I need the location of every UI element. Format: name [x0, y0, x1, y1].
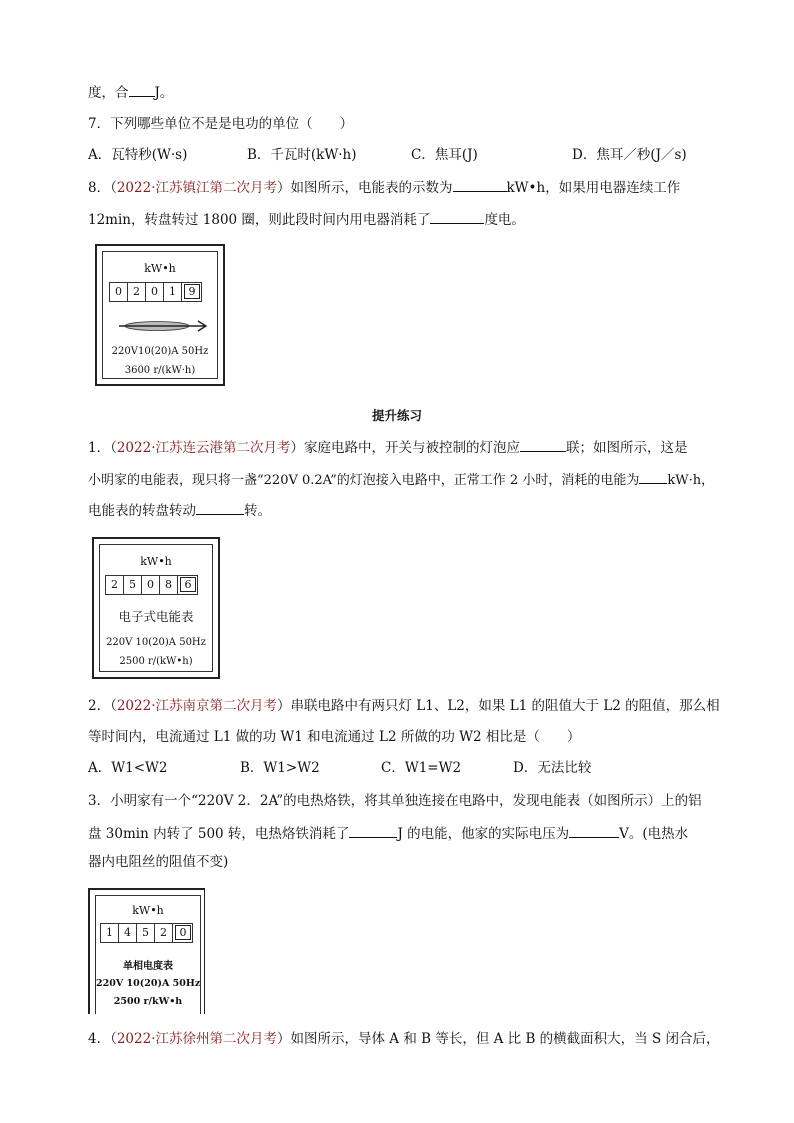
p1-line1: 1．（2022·江苏连云港第二次月考）家庭电路中，开关与被控制的灯泡应 联；如图所示，这是: [88, 437, 688, 457]
q8-line1: 8．（2022·江苏镇江第二次月考）如图所示，电能表的示数为 kW•h，如果用电器连续工作: [88, 177, 680, 197]
rotating-disc-icon: [117, 316, 209, 336]
p2-option-a[interactable]: A．W1<W2: [88, 760, 168, 776]
p4-source: 2022·江苏徐州第二次月考: [116, 1031, 277, 1047]
meter-digit: 1: [164, 283, 182, 301]
answer-blank[interactable]: [569, 823, 619, 838]
answer-blank[interactable]: [639, 469, 667, 484]
meter-digit-display: [105, 575, 198, 595]
q7-option-a[interactable]: A．瓦特秒(W·s): [88, 147, 188, 163]
p2-option-c[interactable]: C．W1=W2: [381, 760, 462, 776]
p1-line2: 小明家的电能表，现只将一盏“220V 0.2A”的灯泡接入电路中，正常工作 2 小时，消耗的电能为 kW·h，: [88, 469, 714, 490]
meter-unit-label: kW•h: [132, 904, 164, 917]
energy-meter-1: [95, 244, 225, 386]
p2-line2: 等时间内，电流通过 L1 做的功 W1 和电流通过 L2 所做的功 W2 相比是（ ）: [88, 729, 581, 745]
q8-line2: 12min，转盘转过 1800 圈，则此段时间内用电器消耗了 度电。: [88, 209, 525, 229]
answer-blank[interactable]: [129, 82, 155, 97]
meter-digit: 5: [137, 924, 155, 942]
p2-option-b[interactable]: B．W1>W2: [240, 760, 320, 776]
meter-digit-decimal: 0: [175, 925, 191, 940]
meter-title: 单相电度表: [123, 961, 173, 972]
meter-digit-decimal: 9: [184, 284, 200, 299]
meter-rate: 2500 r/(kW•h): [119, 656, 193, 667]
q7-option-b[interactable]: B．千瓦时(kW·h): [247, 147, 357, 163]
meter-rate: 2500 r/kW•h: [113, 996, 183, 1007]
q8-source: 2022·江苏镇江第二次月考: [116, 180, 277, 196]
meter-title: 电子式电能表: [118, 609, 194, 624]
p4-line1: 4．（2022·江苏徐州第二次月考）如图所示，导体 A 和 B 等长，但 A 比 B 的横截面积大，当 S 闭合后，: [88, 1031, 720, 1047]
answer-blank[interactable]: [520, 437, 566, 452]
p3-line2: 盘 30min 内转了 500 转，电热烙铁消耗了 J 的电能，他家的实际电压为 V。(电热水: [88, 823, 688, 843]
answer-blank[interactable]: [196, 500, 244, 515]
meter-digit-decimal: 6: [180, 577, 196, 592]
p2-line1: 2．（2022·江苏南京第二次月考）串联电路中有两只灯 L1、L2，如果 L1 的阻值大于 L2 的阻值，那么相: [88, 698, 720, 714]
meter-spec: 220V10(20)A 50Hz: [111, 346, 209, 357]
meter-digit: 2: [155, 924, 173, 942]
meter-digit: 2: [106, 576, 124, 594]
meter-digit-display: [109, 282, 202, 302]
meter-digit: 0: [110, 283, 128, 301]
p3-line3: 器内电阻丝的阻值不变): [88, 854, 229, 870]
meter-digit: 0: [142, 576, 160, 594]
q7-stem: 7．下列哪些单位不是是电功的单位（ ）: [88, 116, 354, 132]
meter-digit: 2: [128, 283, 146, 301]
q7-option-d[interactable]: D．焦耳／秒(J／s): [572, 147, 687, 163]
section-heading: 提升练习: [371, 408, 422, 423]
p1-line3: 电能表的转盘转动 转。: [88, 500, 271, 520]
answer-blank[interactable]: [453, 177, 507, 192]
meter-digit: 8: [160, 576, 178, 594]
meter-unit-label: kW•h: [140, 555, 172, 568]
p2-option-d[interactable]: D．无法比较: [513, 760, 592, 776]
answer-blank[interactable]: [430, 209, 484, 224]
p1-source: 2022·江苏连云港第二次月考: [116, 440, 291, 456]
meter-spec: 220V 10(20)A 50Hz: [106, 637, 206, 648]
meter-digit: 1: [101, 924, 119, 942]
meter-unit-label: kW•h: [144, 262, 176, 275]
meter-digit: 5: [124, 576, 142, 594]
meter-digit: 0: [146, 283, 164, 301]
meter-digit-display: [100, 923, 193, 943]
energy-meter-3: [88, 888, 205, 1014]
q6-tail: 度，合 J。: [88, 82, 173, 102]
answer-blank[interactable]: [349, 823, 397, 838]
p3-line1: 3．小明家有一个“220V 2．2A”的电热烙铁，将其单独连接在电路中，发现电能表（如图所示）上的铝: [88, 793, 702, 809]
meter-digit: 4: [119, 924, 137, 942]
p2-source: 2022·江苏南京第二次月考: [116, 698, 277, 714]
q7-option-c[interactable]: C．焦耳(J): [411, 147, 478, 163]
meter-rate: 3600 r/(kW·h): [124, 365, 196, 376]
energy-meter-2: [92, 537, 220, 679]
meter-spec: 220V 10(20)A 50Hz: [96, 978, 201, 989]
